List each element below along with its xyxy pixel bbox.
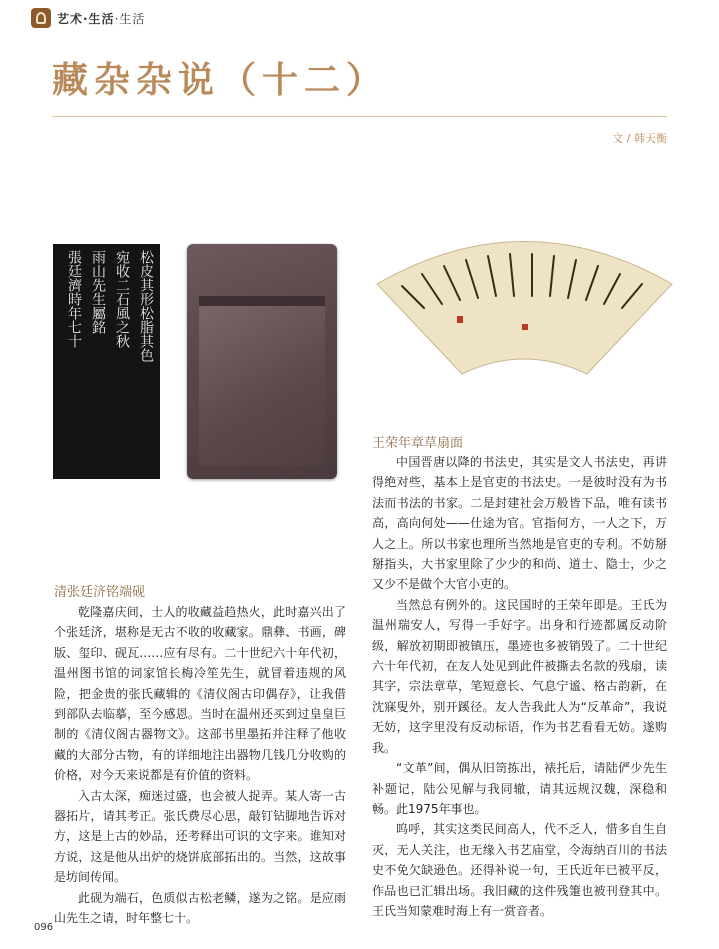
left-column-text (54, 602, 346, 929)
title-divider (52, 116, 667, 117)
paragraph: 呜呼，其实这类民间高人，代不乏人，惜多自生自灭，无人关注，也无缘入书艺庙堂，令海纳百川的书法史不免欠缺逊色。还得补说一句，王氏近年已被平反，作品也已汇辑出场。我旧藏的这件残箑也被刊登其中。王氏当知蒙难时海上有一赏音者。 (372, 822, 667, 918)
paragraph: 此砚为端石，色质似古松老鳞，遂为之铭。是应雨山先生之请，时年整七十。 (54, 890, 346, 926)
section-label: 艺术·生活·生活 (57, 11, 146, 26)
paragraph: 中国晋唐以降的书法史，其实是文人书法史，再讲得绝对些，基本上是官吏的书法史。一是彼时没有为书法而书法的书家。二是封建社会万般皆下品，唯有读书高，高向何处——仕途为官。官指何方，一人之下，万人之上。所以书家也理所当然地是官吏的专利。不妨掰掰指头，大书家里除了少少的和尚、道士、隐士，少之又少不是做个大官小吏的。 (372, 455, 667, 592)
page-header (31, 7, 145, 29)
page-number: 096 (34, 922, 54, 933)
magazine-logo-icon (31, 8, 51, 28)
rubbing-column: 松皮其形松脂其色 (138, 250, 154, 362)
inkstone-image (187, 244, 337, 479)
paragraph: “文革”间，偶从旧笥拣出，裱托后，请陆俨少先生补题记，陆公见解与我同辙，请其远规汉魏，深稳和畅。此1975年事也。 (372, 761, 667, 816)
right-column-text (372, 452, 667, 921)
article-title: 藏杂杂说（十二） (52, 59, 389, 101)
paragraph: 乾隆嘉庆间，士人的收藏益趋热火，此时嘉兴出了个张廷济，堪称是无古不收的收藏家。鼎彝、书画，碑版、玺印、砚瓦……应有尽有。二十世纪六十年代初，温州图书馆的词家馆长梅冷笙先生，就冒着违规的风险，把金贵的张氏藏辑的《清仪阁古印偶存》，让我借到部队去临摹，至今感恩。当时在温州还买到过皇皇巨制的《清仪阁古器物文》。这部书里墨拓并注释了他收藏的大部分古物，有的详细地注出器物几钱几分收购的价格，对今天来说都是有价值的资料。 (54, 605, 346, 783)
rubbing-column: 張廷濟時年七十 (66, 250, 82, 348)
paragraph: 入古太深，痴迷过盛，也会被人捉弄。某人寄一古器拓片，请其考正。张氏费尽心思，敲钉钻脚地告诉对方，这是上古的妙品，还考释出可识的文字来。谁知对方说，这是他从出炉的烧饼底部拓出的。当然，这故事是坊间传闻。 (54, 788, 346, 885)
fan-image (372, 224, 677, 384)
paragraph: 当然总有例外的。这民国时的王荣年即是。王氏为温州瑞安人，写得一手好字。出身和行迹都属反动阶级，解放初期即被镇压，墨迹也多被销毁了。二十世纪六十年代初，在友人处见到此件被撕去名款的残扇，读其字，宗法章草，笔短意长、气息宁谧、格古韵新，在沈寐叟外，别开蹊径。友人告我此人为“反革命”，我说无妨，这字里没有反动标语，作为书艺看看无妨。遂购我。 (372, 597, 667, 755)
inscription-rubbing-image (53, 244, 160, 479)
fan-caption: 王荣年章草扇面 (372, 436, 464, 451)
author-credit: 文 / 韩天衡 (612, 132, 667, 145)
rubbing-column: 雨山先生屬銘 (90, 250, 106, 334)
rubbing-column: 宛收二石風之秋 (114, 250, 130, 348)
inkstone-caption: 清张廷济铭端砚 (54, 585, 146, 600)
